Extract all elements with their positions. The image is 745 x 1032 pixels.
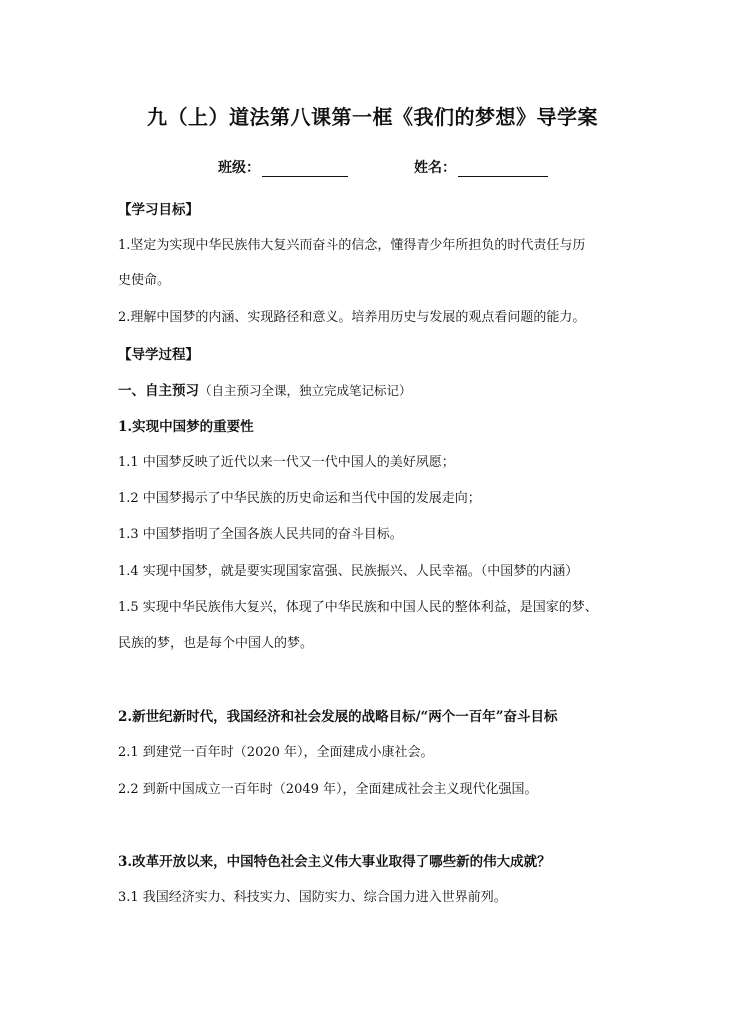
section-1-heading: 1.实现中国梦的重要性 [118,419,254,435]
section-1-item-1: 1.1 中国梦反映了近代以来一代又一代中国人的美好夙愿； [118,455,455,470]
section-2-item-1: 2.1 到建党一百年时（2020 年），全面建成小康社会。 [118,745,434,760]
class-field [218,157,348,177]
objective-1-line-2: 史使命。 [118,273,171,288]
class-blank-line [262,162,348,177]
section-1-item-3: 1.3 中国梦指明了全国各族人民共同的奋斗目标。 [118,527,403,542]
section-3-heading: 3.改革开放以来，中国特色社会主义伟大事业取得了哪些新的伟大成就？ [118,854,551,870]
section-1-item-5-line-2: 民族的梦，也是每个中国人的梦。 [118,636,314,651]
class-label: 班级： [218,160,260,176]
section-1-item-5-line-1: 1.5 实现中华民族伟大复兴，体现了中华民族和中国人民的整体利益，是国家的梦、 [118,600,598,615]
part-1-note: （自主预习全课，独立完成笔记标记） [199,383,412,398]
objectives-heading: 【学习目标】 [118,202,199,218]
section-1-item-2: 1.2 中国梦揭示了中华民族的历史命运和当代中国的发展走向； [118,491,481,506]
objective-1-line-1: 1.坚定为实现中华民族伟大复兴而奋斗的信念，懂得青少年所担负的时代责任与历 [118,238,586,253]
part-1-title: 一、自主预习 [118,383,199,399]
section-2-item-2: 2.2 到新中国成立一百年时（2049 年），全面建成社会主义现代化强国。 [118,782,538,797]
document-title: 九（上）道法第八课第一框《我们的梦想》导学案 [147,105,598,129]
part-1-heading [118,379,412,399]
name-field [414,157,548,177]
section-3-item-1: 3.1 我国经济实力、科技实力、国防实力、综合国力进入世界前列。 [118,890,507,905]
name-label: 姓名： [414,160,456,176]
name-blank-line [458,162,548,177]
section-1-item-4: 1.4 实现中国梦，就是要实现国家富强、民族振兴、人民幸福。（中国梦的内涵） [118,564,579,579]
objective-2: 2.理解中国梦的内涵、实现路径和意义。培养用历史与发展的观点看问题的能力。 [118,310,586,325]
section-2-heading: 2.新世纪新时代，我国经济和社会发展的战略目标/“两个一百年”奋斗目标 [118,709,558,725]
process-heading: 【导学过程】 [118,347,199,363]
